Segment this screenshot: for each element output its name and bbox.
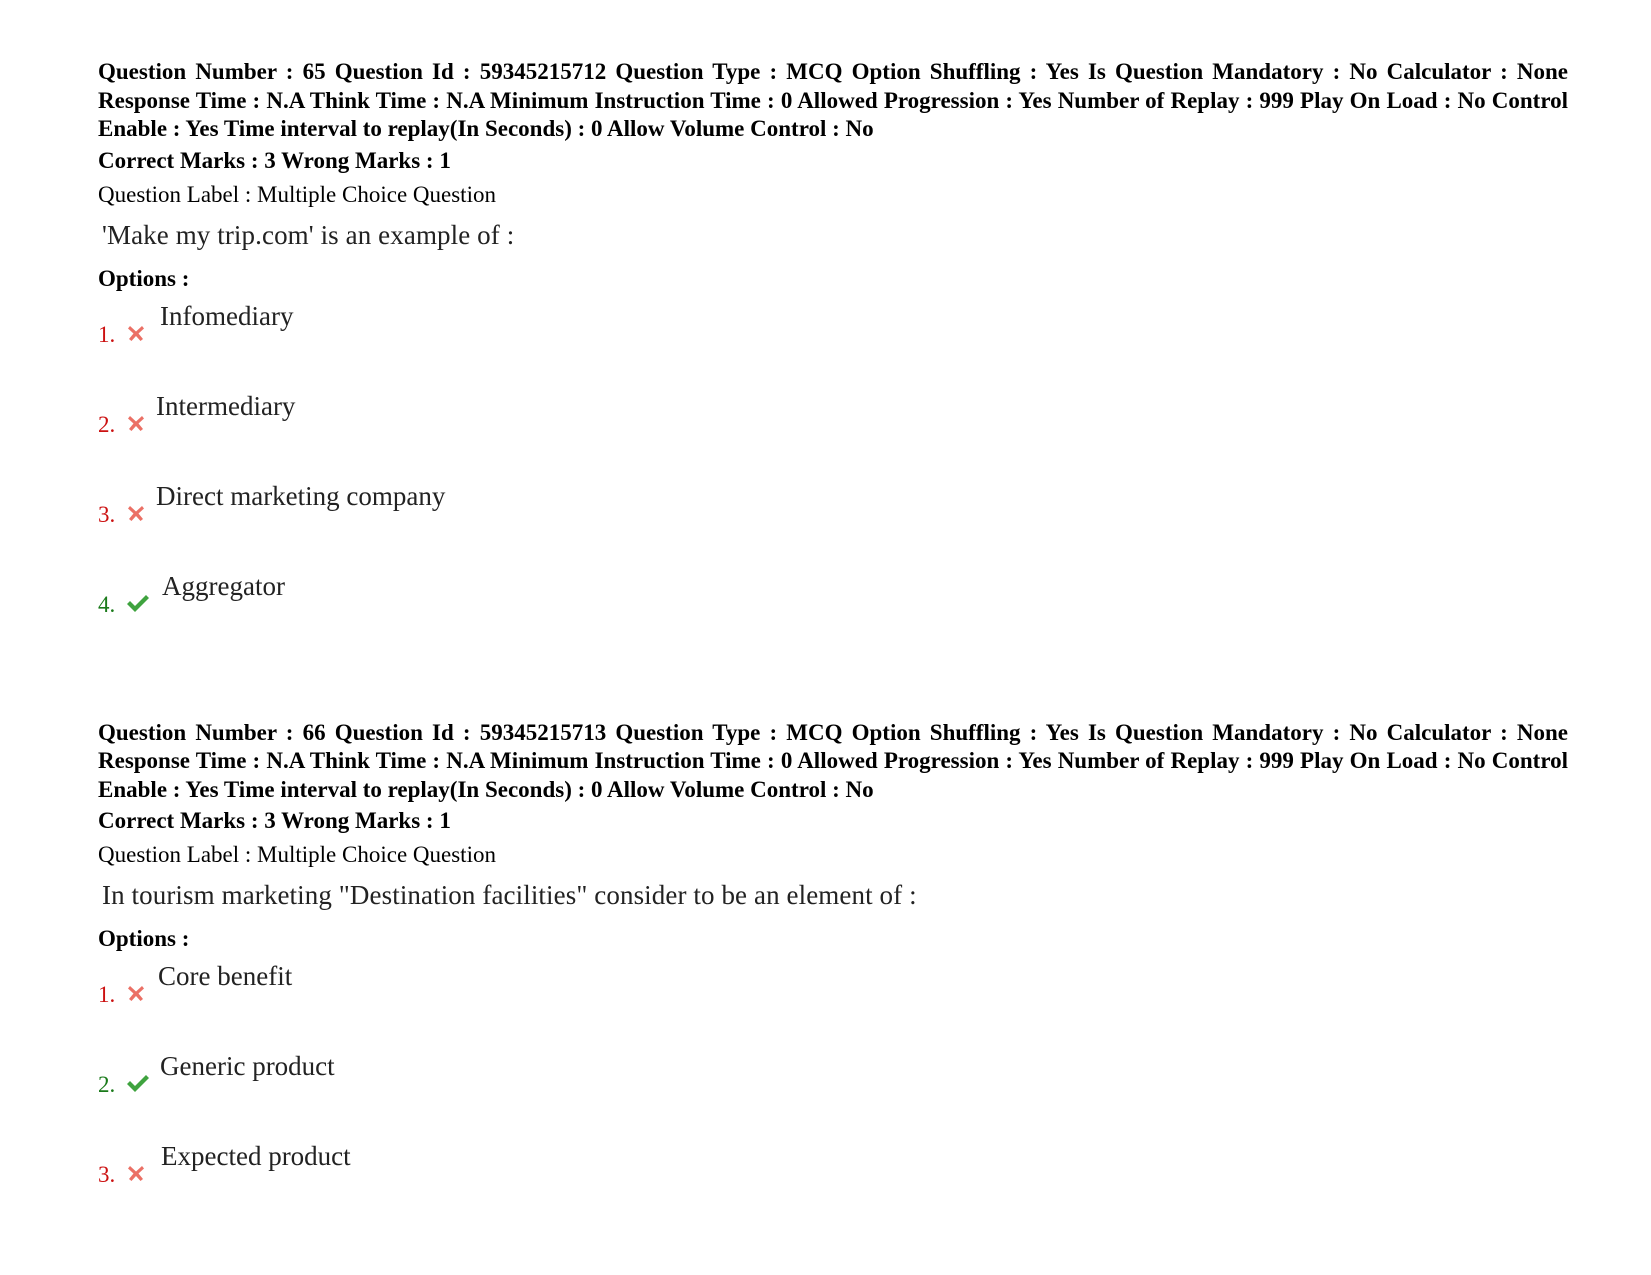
question-label: Question Label : Multiple Choice Question bbox=[98, 181, 496, 207]
option-number: 2. bbox=[98, 411, 116, 437]
question-label: Question Label : Multiple Choice Question bbox=[98, 842, 496, 867]
option-text: Direct marketing company bbox=[156, 480, 446, 511]
question-meta: Question Number : 66 Question Id : 59345215713 Question Type : MCQ Option Shuffling : Yes Is Question Mandatory : No Calculator : None Response Time : N.A Think Time : N.A Minimum Instruction Time : 0 Allowed Progression : Yes Number of Replay : 999 Play On Load : No Control Enable : Yes Time interval to replay(In Seconds) : 0 Allow Volume Control : No bbox=[98, 719, 1568, 802]
question-66 bbox=[98, 719, 1568, 1230]
option-number: 1. bbox=[98, 982, 116, 1007]
option-text: Core benefit bbox=[158, 961, 293, 991]
question-text: In tourism marketing "Destination facilities" consider to be an element of : bbox=[102, 880, 917, 910]
options-list bbox=[98, 959, 1568, 1229]
option-text: Expected product bbox=[161, 1141, 351, 1171]
options-title: Options : bbox=[98, 265, 190, 291]
option-item bbox=[98, 1139, 1568, 1229]
option-number: 3. bbox=[98, 501, 116, 527]
option-number: 2. bbox=[98, 1072, 116, 1097]
option-item bbox=[98, 479, 1568, 569]
option-text: Aggregator bbox=[162, 570, 285, 601]
question-text: 'Make my trip.com' is an example of : bbox=[102, 219, 515, 250]
check-icon bbox=[124, 591, 150, 615]
cross-icon bbox=[124, 1161, 148, 1185]
check-icon bbox=[124, 1071, 150, 1095]
option-item bbox=[98, 569, 1568, 659]
option-item bbox=[98, 1049, 1568, 1139]
option-item bbox=[98, 299, 1568, 389]
cross-icon bbox=[124, 321, 148, 345]
page bbox=[98, 58, 1568, 1229]
question-65 bbox=[98, 58, 1568, 659]
option-text: Generic product bbox=[160, 1051, 335, 1081]
question-meta: Question Number : 65 Question Id : 59345215712 Question Type : MCQ Option Shuffling : Yes Is Question Mandatory : No Calculator : None Response Time : N.A Think Time : N.A Minimum Instruction Time : 0 Allowed Progression : Yes Number of Replay : 999 Play On Load : No Control Enable : Yes Time interval to replay(In Seconds) : 0 Allow Volume Control : No bbox=[98, 59, 1568, 141]
question-marks: Correct Marks : 3 Wrong Marks : 1 bbox=[98, 808, 451, 833]
options-list bbox=[98, 299, 1568, 659]
option-number: 1. bbox=[98, 321, 116, 347]
cross-icon bbox=[124, 411, 148, 435]
option-text: Intermediary bbox=[156, 390, 296, 421]
question-marks: Correct Marks : 3 Wrong Marks : 1 bbox=[98, 147, 451, 173]
options-title: Options : bbox=[98, 926, 190, 951]
option-item bbox=[98, 959, 1568, 1049]
option-text: Infomediary bbox=[160, 300, 294, 331]
option-number: 3. bbox=[98, 1162, 116, 1187]
cross-icon bbox=[124, 981, 148, 1005]
option-item bbox=[98, 389, 1568, 479]
option-number: 4. bbox=[98, 591, 116, 617]
cross-icon bbox=[124, 501, 148, 525]
